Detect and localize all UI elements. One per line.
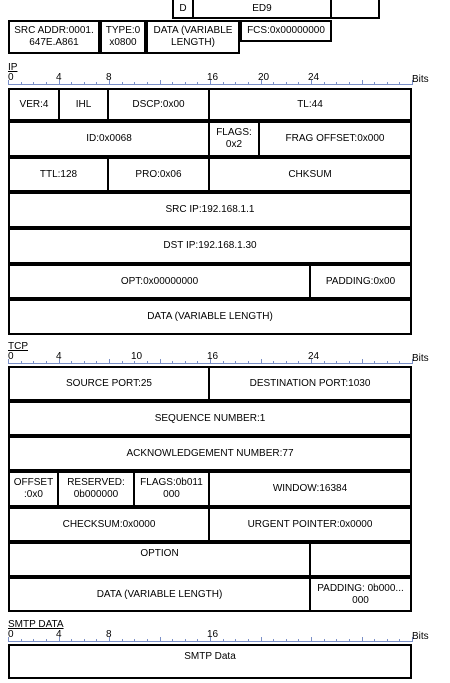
ruler-tick	[122, 639, 123, 642]
ruler-tick	[248, 639, 249, 642]
ip-total-length: TL:44	[208, 88, 412, 121]
tcp-destination-port: DESTINATION PORT:1030	[208, 366, 412, 401]
ruler-tick	[336, 639, 337, 642]
ruler-tick	[160, 637, 161, 642]
ruler-tick	[46, 639, 47, 642]
ruler-tick	[374, 639, 375, 642]
ip-checksum: CHKSUM	[208, 157, 412, 192]
ruler-tick	[223, 639, 224, 642]
ip-ver: VER:4	[8, 88, 60, 121]
tcp-bit-ruler	[8, 353, 412, 365]
tcp-padding: PADDING: 0b000... 000	[309, 577, 412, 612]
ruler-tick	[96, 639, 97, 642]
ruler-tick	[147, 639, 148, 642]
ruler-tick	[46, 82, 47, 85]
ruler-tick	[71, 361, 72, 364]
ruler-tick	[147, 361, 148, 364]
ruler-tick	[273, 82, 274, 85]
ruler-tick	[96, 82, 97, 85]
tcp-flags: FLAGS:0b011 000	[133, 471, 210, 507]
ruler-label: 8	[106, 72, 112, 83]
ruler-tick	[248, 361, 249, 364]
ruler-tick	[324, 361, 325, 364]
ruler-tick	[109, 359, 110, 364]
ruler-tick	[399, 82, 400, 85]
ruler-tick	[336, 82, 337, 85]
eth-src-addr: SRC ADDR:0001. 647E.A861	[8, 20, 100, 54]
ruler-tick	[223, 361, 224, 364]
ruler-tick	[261, 359, 262, 364]
ruler-tick	[273, 361, 274, 364]
ruler-label: 4	[56, 629, 62, 640]
ruler-label: 20	[258, 72, 270, 83]
ruler-tick	[122, 82, 123, 85]
ruler-tick	[33, 639, 34, 642]
ruler-tick	[235, 639, 236, 642]
ruler-tick	[261, 637, 262, 642]
eth-fcs: FCS:0x00000000	[240, 20, 332, 42]
ruler-tick	[172, 361, 173, 364]
ruler-tick	[235, 361, 236, 364]
ip-frag-offset: FRAG OFFSET:0x000	[258, 121, 412, 157]
ruler-tick	[286, 82, 287, 85]
tcp-source-port: SOURCE PORT:25	[8, 366, 210, 401]
ruler-tick	[33, 361, 34, 364]
ip-ihl: IHL	[58, 88, 109, 121]
ruler-label: 16	[207, 629, 219, 640]
tcp-bits-label: Bits	[412, 353, 429, 364]
ruler-tick	[374, 361, 375, 364]
smtp-data: SMTP Data	[8, 644, 412, 679]
ruler-tick	[387, 361, 388, 364]
ruler-tick	[324, 639, 325, 642]
ruler-tick	[387, 639, 388, 642]
ip-src-ip: SRC IP:192.168.1.1	[8, 192, 412, 228]
eth-type: TYPE:0 x0800	[100, 20, 146, 54]
ruler-tick	[362, 637, 363, 642]
ruler-label: 4	[56, 72, 62, 83]
ruler-tick	[286, 639, 287, 642]
smtp-section-title: SMTP DATA	[8, 619, 64, 630]
ip-data: DATA (VARIABLE LENGTH)	[8, 299, 412, 335]
ruler-tick	[185, 82, 186, 85]
ruler-tick	[298, 361, 299, 364]
ruler-tick	[71, 82, 72, 85]
ruler-tick	[21, 82, 22, 85]
ruler-tick	[362, 359, 363, 364]
ruler-tick	[160, 80, 161, 85]
ruler-tick	[96, 361, 97, 364]
cell-d: D	[172, 0, 194, 19]
ip-bits-label: Bits	[412, 74, 429, 85]
ip-id: ID:0x0068	[8, 121, 210, 157]
ruler-tick	[248, 82, 249, 85]
ruler-tick	[84, 82, 85, 85]
ip-section-title: IP	[8, 62, 18, 73]
ruler-tick	[235, 82, 236, 85]
ruler-label: 10	[131, 351, 143, 362]
ruler-tick	[399, 639, 400, 642]
ip-options: OPT:0x00000000	[8, 264, 311, 299]
tcp-ack-number: ACKNOWLEDGEMENT NUMBER:77	[8, 436, 412, 471]
ruler-label: 16	[207, 351, 219, 362]
ruler-tick	[349, 361, 350, 364]
ruler-label: 16	[207, 72, 219, 83]
ruler-tick	[349, 82, 350, 85]
ruler-label: 0	[8, 629, 14, 640]
ruler-tick	[197, 639, 198, 642]
ruler-tick	[223, 82, 224, 85]
tcp-option: OPTION	[8, 542, 311, 577]
ruler-tick	[172, 82, 173, 85]
ruler-tick	[84, 639, 85, 642]
ruler-tick	[84, 361, 85, 364]
cell-top-right	[330, 0, 380, 19]
tcp-urgent-pointer: URGENT POINTER:0x0000	[208, 507, 412, 542]
ruler-tick	[197, 82, 198, 85]
ruler-tick	[33, 82, 34, 85]
ruler-tick	[298, 639, 299, 642]
ruler-tick	[122, 361, 123, 364]
smtp-bit-ruler	[8, 631, 412, 643]
tcp-checksum: CHECKSUM:0x0000	[8, 507, 210, 542]
ruler-tick	[71, 639, 72, 642]
ruler-tick	[185, 639, 186, 642]
ruler-tick	[336, 361, 337, 364]
ruler-label: 4	[56, 351, 62, 362]
ruler-tick	[46, 361, 47, 364]
ruler-tick	[349, 639, 350, 642]
ruler-tick	[286, 361, 287, 364]
ruler-label: 24	[308, 72, 320, 83]
ruler-tick	[21, 361, 22, 364]
ruler-tick	[134, 639, 135, 642]
ruler-label: 0	[8, 351, 14, 362]
tcp-reserved: RESERVED: 0b000000	[57, 471, 135, 507]
ruler-tick	[298, 82, 299, 85]
ruler-tick	[374, 82, 375, 85]
ruler-tick	[399, 361, 400, 364]
eth-data: DATA (VARIABLE LENGTH)	[146, 20, 240, 54]
tcp-section-title: TCP	[8, 341, 28, 352]
ruler-tick	[311, 637, 312, 642]
ruler-label: 24	[308, 351, 320, 362]
tcp-option-padding	[309, 542, 412, 577]
ruler-tick	[160, 359, 161, 364]
tcp-sequence-number: SEQUENCE NUMBER:1	[8, 401, 412, 436]
ruler-tick	[21, 639, 22, 642]
ruler-tick	[362, 80, 363, 85]
ip-ttl: TTL:128	[8, 157, 109, 192]
ip-padding: PADDING:0x00	[309, 264, 412, 299]
tcp-window: WINDOW:16384	[208, 471, 412, 507]
smtp-bits-label: Bits	[412, 631, 429, 642]
ruler-tick	[172, 639, 173, 642]
ip-dst-ip: DST IP:192.168.1.30	[8, 228, 412, 264]
cell-ed9: ED9	[192, 0, 332, 19]
ruler-tick	[324, 82, 325, 85]
tcp-offset: OFFSET :0x0	[8, 471, 59, 507]
tcp-data: DATA (VARIABLE LENGTH)	[8, 577, 311, 612]
ip-protocol: PRO:0x06	[107, 157, 210, 192]
ip-flags: FLAGS: 0x2	[208, 121, 260, 157]
ruler-tick	[147, 82, 148, 85]
ruler-tick	[387, 82, 388, 85]
ip-bit-ruler	[8, 74, 412, 86]
ruler-label: 0	[8, 72, 14, 83]
ruler-tick	[273, 639, 274, 642]
ip-dscp: DSCP:0x00	[107, 88, 210, 121]
ruler-tick	[134, 82, 135, 85]
ruler-label: 8	[106, 629, 112, 640]
ruler-tick	[197, 361, 198, 364]
ruler-tick	[185, 361, 186, 364]
